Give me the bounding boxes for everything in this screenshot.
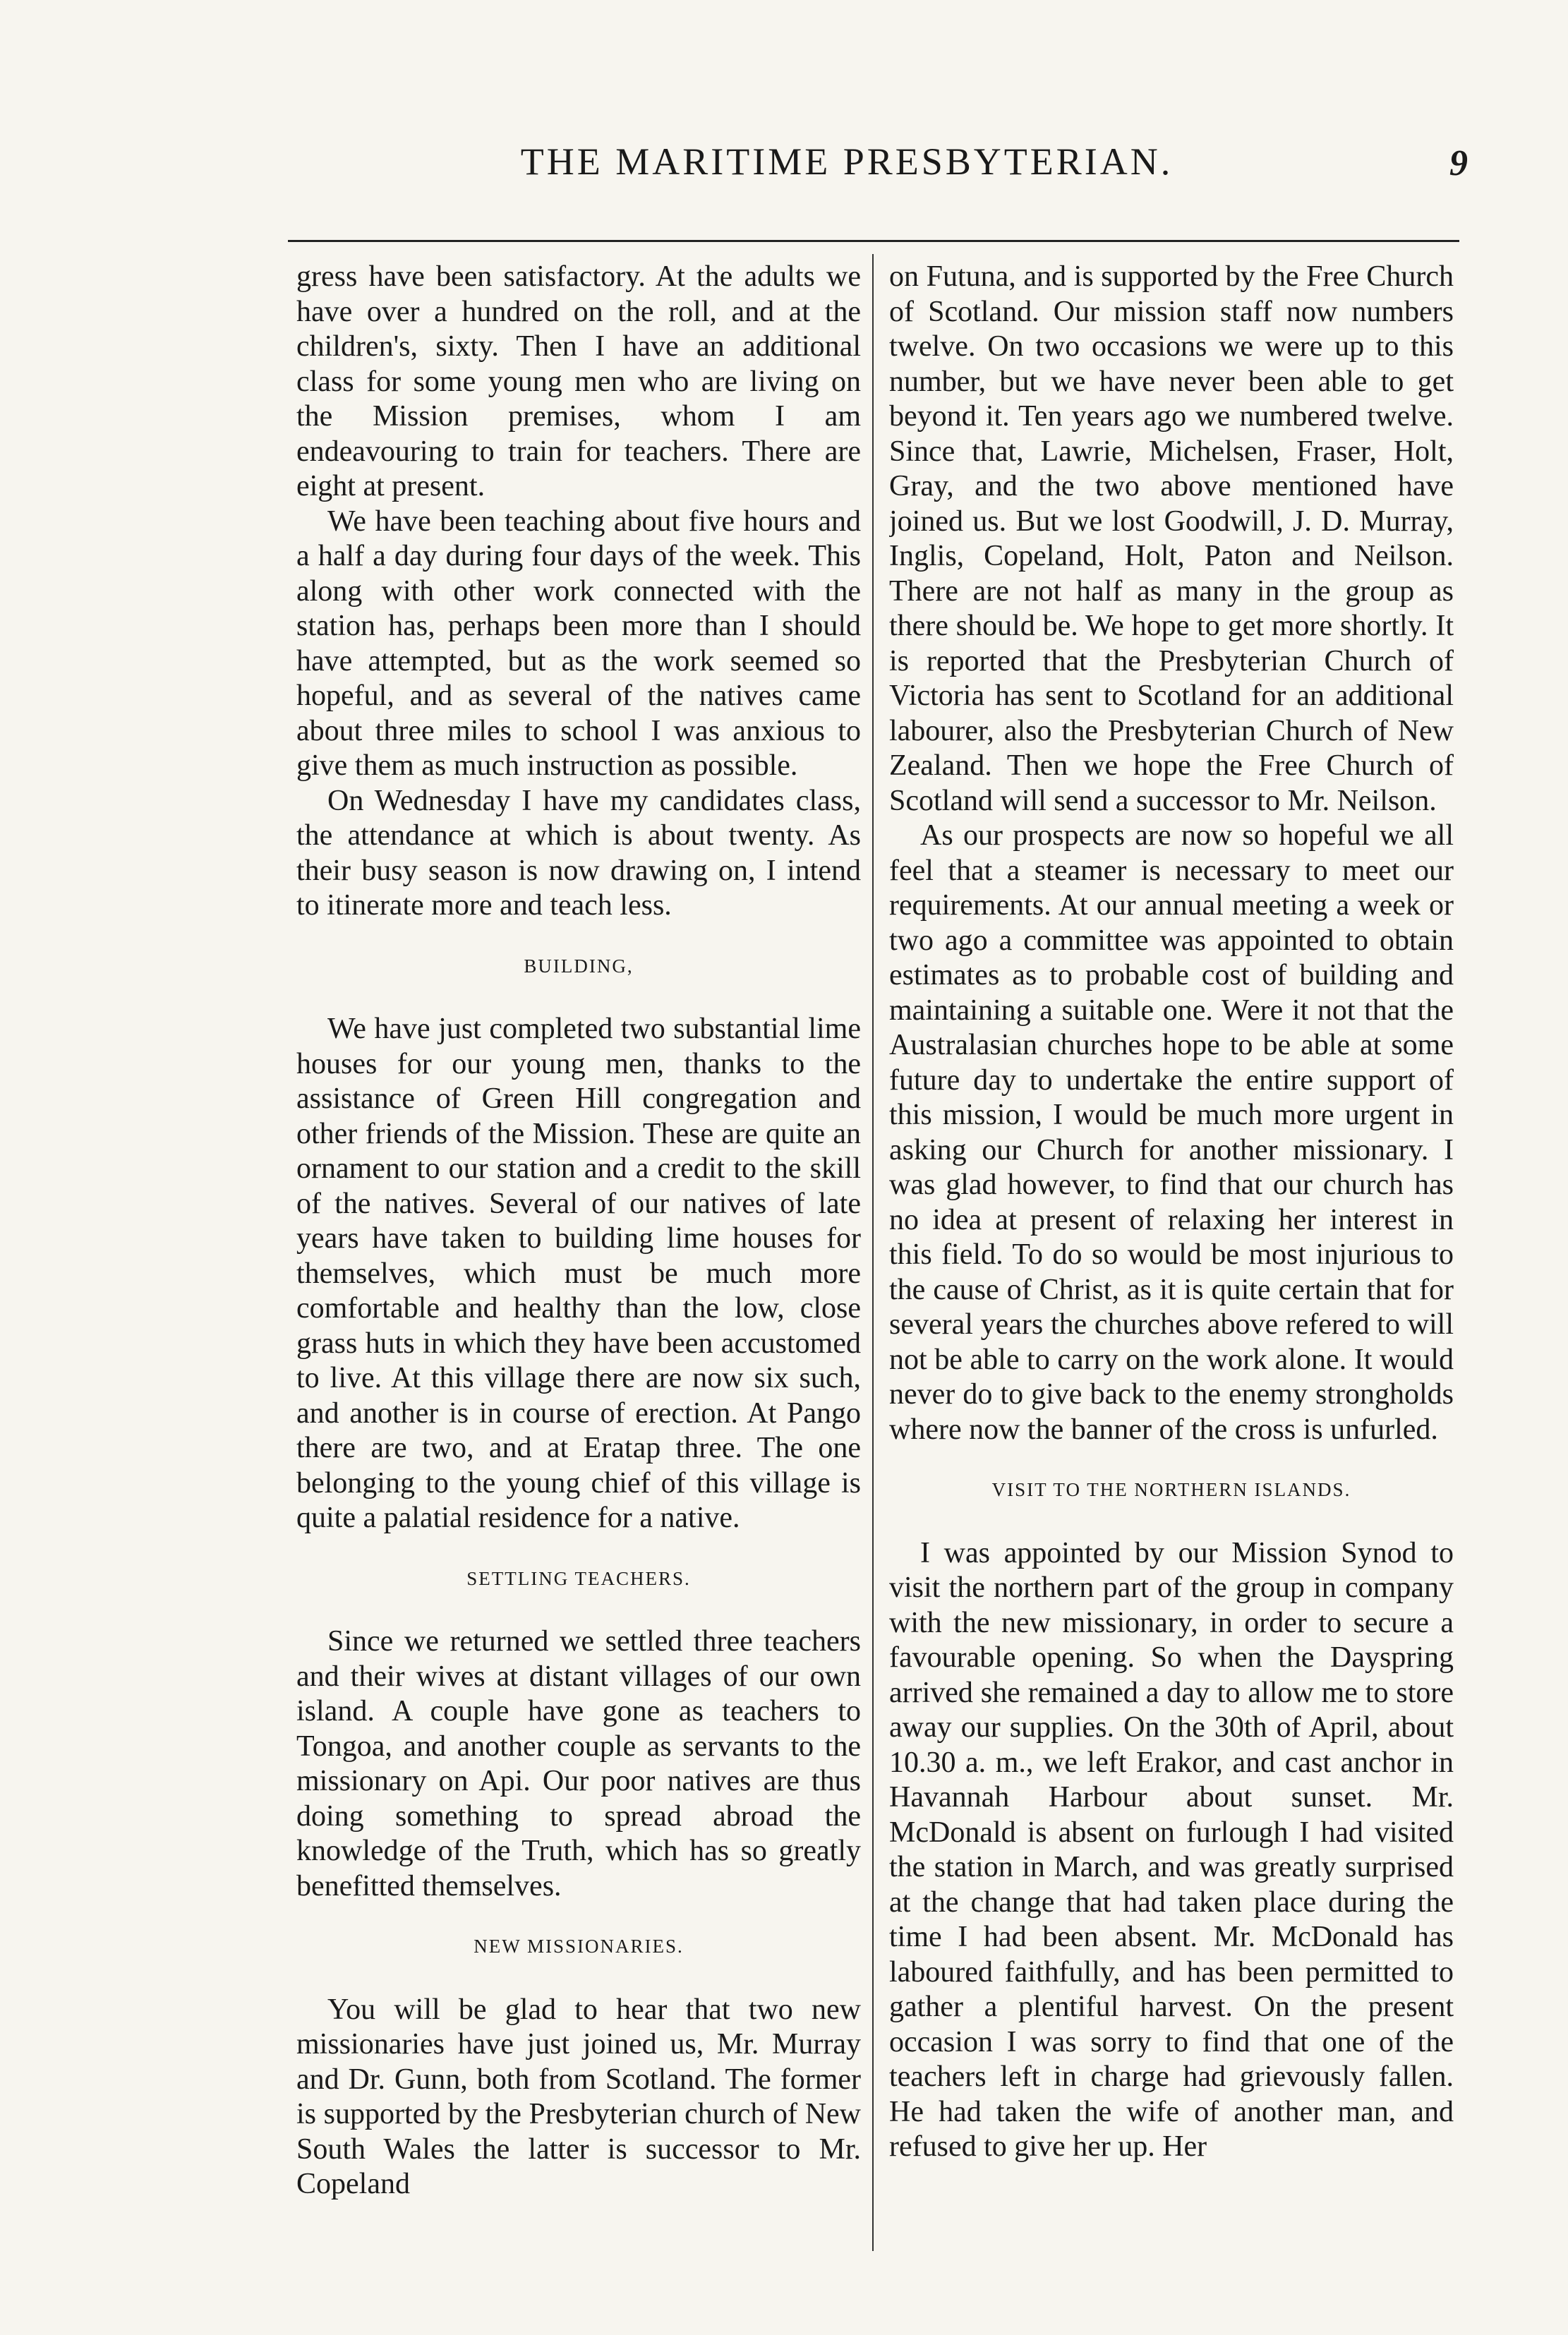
paragraph: gress have been satisfactory. At the adults we have over a hundred on the roll, and at the children's, sixty. Then I have an additional class for some young men who are living on the Mission premises, whom I am endeavouring to train for teachers. There are eight at present. <box>296 260 861 502</box>
page-header <box>268 140 1468 196</box>
right-column <box>889 260 1454 2264</box>
paragraph: As our prospects are now so hopeful we all feel that a steamer is necessary to meet our requirements. At our annual meeting a week or two ago a committee was appointed to obtain estimates as to probable cost of building and maintaining a suitable one. Were it not that the Australasian churches hope to be able at some future day to undertake the entire support of this mission, I would be much more urgent in asking our Church for another missionary. I was glad however, to find that our church has no idea at present of relaxing her interest in this field. To do so would be most injurious to the cause of Christ, as it is quite certain that for several years the churches above refered to will not be able to carry on the work alone. It would never do to give back to the enemy strongholds where now the banner of the cross is unfurled. <box>889 819 1454 1446</box>
left-column <box>296 260 861 2264</box>
section-heading-visit-northern-islands: VISIT TO THE NORTHERN ISLANDS. <box>991 1479 1351 1500</box>
section-heading-building: BUILDING, <box>524 955 634 977</box>
running-title: THE MARITIME PRESBYTERIAN. <box>520 140 1174 183</box>
paragraph: We have been teaching about five hours and a half a day during four days of the week. This along with other work connected with the station has, perhaps been more than I should have attempted, but as the work seemed so hopeful, and as several of the natives came about three miles to school I was anxious to give them as much instruction as possible. <box>296 505 861 782</box>
section-heading-settling-teachers: SETTLING TEACHERS. <box>466 1567 691 1589</box>
page-number: 9 <box>1449 143 1468 183</box>
paragraph: I was appointed by our Mission Synod to visit the northern part of the group in company with the new missionary, in order to secure a favourable opening. So when the Dayspring arrived she remained a day to allow me to store away our supplies. On the 30th of April, about 10.30 a. m., we left Erakor, and cast anchor in Havannah Harbour about sunset. Mr. McDonald is absent on furlough I had visited the station in March, and was greatly surprised at the change that had taken place during the time I had been absent. Mr. McDonald has laboured faithfully, and has been permitted to gather a plentiful harvest. On the present occasion I was sorry to find that one of the teachers left in charge had grievously fallen. He had taken the wife of another man, and refused to give her up. Her <box>889 1536 1454 2163</box>
header-rule <box>288 240 1459 242</box>
column-divider <box>872 254 874 2251</box>
paragraph: You will be glad to hear that two new missionaries have just joined us, Mr. Murray and Dr. Gunn, both from Scotland. The former is supported by the Presbyterian church of New South Wales the latter is successor to Mr. Copeland <box>296 1993 861 2200</box>
paragraph: We have just completed two substantial lime houses for our young men, thanks to the assistance of Green Hill congregation and other friends of the Mission. These are quite an ornament to our station and a credit to the skill of the natives. Several of our natives of late years have taken to building lime houses for themselves, which must be much more comfortable and healthy than the low, close grass huts in which they have been accustomed to live. At this village there are now six such, and another is in course of erection. At Pango there are two, and at Eratap three. The one belonging to the young chief of this village is quite a palatial residence for a native. <box>296 1013 861 1534</box>
section-heading-new-missionaries: NEW MISSIONARIES. <box>474 1936 684 1957</box>
paragraph: Since we returned we settled three teachers and their wives at distant villages of our own island. A couple have gone as teachers to Tongoa, and another couple as servants to the missionary on Api. Our poor natives are thus doing something to spread abroad the knowledge of the Truth, which has so greatly benefitted themselves. <box>296 1625 861 1902</box>
paragraph: on Futuna, and is supported by the Free Church of Scotland. Our mission staff now numbers twelve. On two occasions we were up to this number, but we have never been able to get beyond it. Ten years ago we numbered twelve. Since that, Lawrie, Michelsen, Fraser, Holt, Gray, and the two above mentioned have joined us. But we lost Goodwill, J. D. Murray, Inglis, Copeland, Holt, Paton and Neilson. There are not half as many in the group as there should be. We hope to get more shortly. It is reported that the Presbyterian Church of Victoria has sent to Scotland for an additional labourer, also the Presbyterian Church of New Zealand. Then we hope the Free Church of Scotland will send a successor to Mr. Neilson. <box>889 260 1454 817</box>
paragraph: On Wednesday I have my candidates class, the attendance at which is about twenty. As their busy season is now drawing on, I intend to itinerate more and teach less. <box>296 784 861 922</box>
